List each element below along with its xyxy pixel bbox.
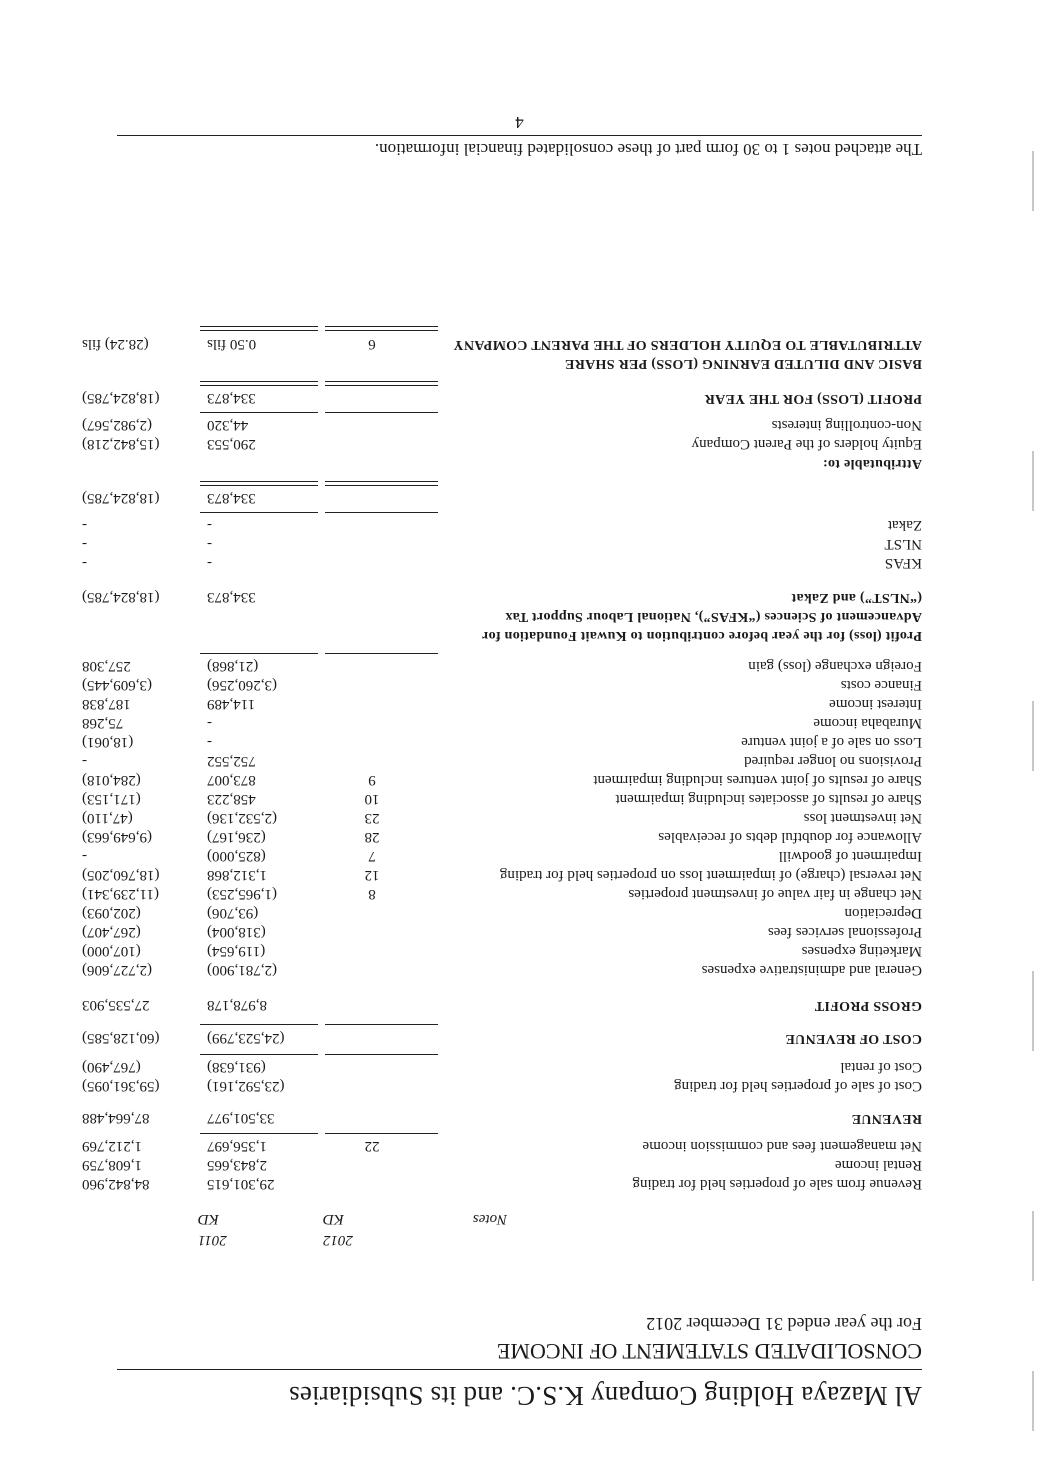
value-2011: (767,490) (82, 1059, 141, 1075)
value-2012: 290,553 (207, 436, 256, 452)
table-row (82, 654, 922, 674)
table-row (82, 1026, 922, 1046)
row-label: Equity holders of the Parent Company (691, 436, 922, 452)
value-2011: 1,212,769 (82, 1138, 142, 1154)
scan-edge-mark (1032, 1371, 1034, 1431)
row-note: 8 (368, 886, 376, 902)
table-row (82, 844, 922, 864)
eps-line1: BASIC AND DILUTED EARNING (LOSS) PER SHARE (564, 356, 922, 371)
scan-edge-mark (1032, 1211, 1034, 1281)
subtotal-rule (325, 412, 438, 413)
value-2012: 29,301,615 (207, 1176, 275, 1192)
subtotal-rule (200, 412, 318, 413)
value-2012: (236,167) (207, 829, 266, 845)
row-label: Interest income (829, 696, 922, 712)
row-label: Foreign exchange (loss) gain (748, 658, 922, 674)
table-row (82, 863, 922, 883)
value-2012: 334,873 (207, 390, 256, 406)
value-2011: (284,018) (82, 772, 141, 788)
subtotal-rule (200, 653, 318, 654)
table-row (82, 413, 922, 433)
table-row (82, 787, 922, 807)
table-row (82, 692, 922, 712)
value-2011: (2,727,606) (82, 962, 152, 978)
table-row (82, 1153, 922, 1173)
value-2012: 0.50 fils (207, 336, 257, 352)
row-label: COST OF REVENUE (785, 1031, 922, 1046)
value-2011: 257,308 (82, 658, 131, 674)
value-2012: (24,523,799) (207, 1030, 285, 1046)
row-label: Allowance for doubtful debts of receivables (658, 829, 922, 845)
row-note: 28 (364, 829, 380, 845)
value-2011: (60,128,585) (82, 1030, 160, 1046)
value-2011: (18,760,205) (82, 867, 160, 883)
value-2012: (1,965,253) (207, 886, 277, 902)
scan-edge-mark (1032, 151, 1034, 211)
value-2011: (3,609,445) (82, 677, 152, 693)
double-rule (325, 481, 438, 486)
table-row (82, 486, 922, 506)
value-2012: (119,654) (207, 943, 266, 959)
value-2011: 75,268 (82, 715, 124, 731)
table-row (82, 386, 922, 406)
value-2012: (931,638) (207, 1059, 266, 1075)
table-row (117, 451, 922, 471)
row-label: Net reversal (charge) of impairment loss on properties held for trading (499, 867, 922, 883)
row-note: 22 (364, 1138, 380, 1154)
row-label: Provisions no longer required (744, 753, 922, 769)
table-row (82, 806, 922, 826)
footer-divider (117, 135, 922, 136)
value-2012: - (207, 536, 212, 552)
value-2012: (21,868) (207, 658, 259, 674)
table-row (82, 958, 922, 978)
double-rule (325, 326, 438, 331)
value-2012: 2,843,665 (207, 1157, 267, 1173)
table-row (82, 532, 922, 552)
value-2012: - (207, 734, 212, 750)
value-2011: (18,824,785) (82, 589, 160, 605)
company-name: Al Mazaya Holding Company K.S.C. and its Subsidiaries (288, 1381, 922, 1411)
table-row (82, 882, 922, 902)
value-2012: 752,552 (207, 753, 256, 769)
value-2011: (11,239,341) (82, 886, 159, 902)
table-row (82, 711, 922, 731)
row-label: Net investment loss (803, 810, 922, 826)
subtotal-rule (200, 512, 318, 513)
value-2011: - (82, 517, 87, 533)
value-2012: 334,873 (207, 490, 256, 506)
subtotal-rule (325, 1133, 438, 1134)
value-2011: - (82, 848, 87, 864)
table-row (82, 920, 922, 940)
subtotal-rule (200, 1024, 318, 1025)
table-row (82, 939, 922, 959)
value-2012: (2,781,900) (207, 962, 277, 978)
value-2011: 87,664,488 (82, 1110, 150, 1126)
value-2011: (9,649,663) (82, 829, 152, 845)
value-2012: (23,592,161) (207, 1078, 285, 1094)
table-row (82, 730, 922, 750)
table-row (82, 1074, 922, 1094)
statement-title: CONSOLIDATED STATEMENT OF INCOME (496, 1339, 922, 1364)
value-2012: 33,501,977 (207, 1110, 275, 1126)
column-unit-2012: KD (323, 1211, 344, 1227)
row-label: Marketing expenses (801, 943, 922, 959)
column-year-2011: 2011 (198, 1232, 227, 1248)
profit-before-line3: (“NLST”) and Zakat (791, 590, 922, 605)
row-label: Cost of sale of properties held for trading (674, 1078, 922, 1094)
value-2012: (318,004) (207, 924, 266, 940)
value-2012: 334,873 (207, 589, 256, 605)
value-2011: (107,000) (82, 943, 141, 959)
value-2012: 114,489 (207, 696, 256, 712)
table-row (82, 993, 922, 1013)
value-2011: (171,153) (82, 791, 141, 807)
value-2011: (15,842,218) (82, 436, 160, 452)
table-row (82, 673, 922, 693)
value-2012: - (207, 555, 212, 571)
scan-edge-mark (1032, 701, 1034, 771)
value-2012: - (207, 517, 212, 533)
value-2012: 1,356,697 (207, 1138, 267, 1154)
value-2011: (18,824,785) (82, 390, 160, 406)
profit-before-contribution (82, 583, 922, 643)
subtotal-rule (325, 1054, 438, 1055)
value-2012: - (207, 715, 212, 731)
value-2012: 873,007 (207, 772, 256, 788)
table-row (82, 513, 922, 533)
table-row (82, 768, 922, 788)
row-label: KFAS (884, 555, 922, 571)
value-2011: - (82, 555, 87, 571)
double-rule (200, 481, 318, 486)
column-year-2012: 2012 (323, 1232, 353, 1248)
row-label: Share of results of associates including impairment (615, 791, 922, 807)
table-row (82, 432, 922, 452)
value-2012: (93,706) (207, 905, 259, 921)
double-rule (200, 381, 318, 386)
table-row (82, 749, 922, 769)
earnings-per-share (82, 331, 922, 371)
scan-edge-mark (1032, 971, 1034, 1051)
row-label: Loss on sale of a joint venture (741, 734, 922, 750)
row-label: Impairment of goodwill (778, 848, 922, 864)
row-label: REVENUE (851, 1111, 922, 1126)
footer-note: The attached notes 1 to 30 form part of these consolidated financial information. (374, 140, 922, 159)
value-2012: (3,260,256) (207, 677, 277, 693)
table-row (82, 901, 922, 921)
scan-edge-mark (1032, 451, 1034, 511)
header-divider (117, 1369, 922, 1370)
value-2011: 1,608,759 (82, 1157, 142, 1173)
row-label: Net management fees and commission income (642, 1138, 922, 1154)
profit-before-line2: Advancement of Sciences (“KFAS”), National Labour Support Tax (505, 609, 922, 624)
value-2011: 187,838 (82, 696, 131, 712)
value-2011: (202,093) (82, 905, 141, 921)
table-row (82, 825, 922, 845)
row-label: Net change in fair value of investment properties (628, 886, 922, 902)
row-label: Revenue from sale of properties held for trading (632, 1176, 922, 1192)
value-2011: - (82, 753, 87, 769)
value-2011: (18,061) (82, 734, 134, 750)
value-2011: (18,824,785) (82, 490, 160, 506)
row-note: 12 (364, 867, 380, 883)
row-label: Depreciation (844, 905, 922, 921)
double-rule (325, 381, 438, 386)
row-note: 6 (368, 336, 376, 352)
table-row (82, 1134, 922, 1154)
subtotal-rule (325, 512, 438, 513)
row-label: GROSS PROFIT (814, 998, 922, 1013)
subtotal-rule (325, 653, 438, 654)
row-note: 10 (364, 791, 380, 807)
row-label: NLST (884, 536, 922, 552)
value-2011: 84,842,960 (82, 1176, 150, 1192)
subtotal-rule (325, 1024, 438, 1025)
table-row (82, 1055, 922, 1075)
row-label: Non-controlling interests (771, 417, 922, 433)
profit-before-line1: Profit (loss) for the year before contribution to Kuwait Foundation for (481, 628, 922, 643)
row-label: Finance costs (840, 677, 922, 693)
subtotal-rule (200, 1133, 318, 1134)
row-label: General and administrative expenses (701, 962, 922, 978)
row-note: 7 (368, 848, 376, 864)
row-label: Share of results of joint ventures including impairment (593, 772, 922, 788)
value-2011: (59,361,095) (82, 1078, 160, 1094)
table-row (82, 551, 922, 571)
value-2011: - (82, 536, 87, 552)
value-2011: (2,982,567) (82, 417, 152, 433)
row-label: Professional services fees (767, 924, 922, 940)
row-label: PROFIT (LOSS) FOR THE YEAR (704, 391, 922, 406)
value-2012: (825,000) (207, 848, 266, 864)
table-row (82, 1106, 922, 1126)
row-note: 9 (368, 772, 376, 788)
row-note: 23 (364, 810, 380, 826)
double-rule (200, 326, 318, 331)
value-2012: 1,312,868 (207, 867, 267, 883)
value-2012: 44,320 (207, 417, 249, 433)
value-2012: 8,978,178 (207, 997, 267, 1013)
row-label: Rental income (834, 1157, 922, 1173)
eps-line2: ATTRIBUTABLE TO EQUITY HOLDERS OF THE PARENT COMPANY (453, 337, 922, 352)
row-label: Zakat (887, 517, 922, 533)
table-row (82, 1172, 922, 1192)
value-2012: 458,223 (207, 791, 256, 807)
value-2011: (267,407) (82, 924, 141, 940)
subtotal-rule (200, 1054, 318, 1055)
value-2011: (28.24) fils (82, 336, 149, 352)
row-label: Cost of rental (840, 1059, 922, 1075)
column-unit-2011: KD (198, 1211, 219, 1227)
statement-period: For the year ended 31 December 2012 (646, 1314, 922, 1334)
column-notes: Notes (472, 1211, 508, 1227)
attributable-heading: Attributable to: (822, 456, 922, 471)
value-2011: 27,535,903 (82, 997, 150, 1013)
value-2012: (2,532,136) (207, 810, 277, 826)
page-number: 4 (515, 113, 524, 132)
value-2011: (47,110) (82, 810, 133, 826)
row-label: Murabaha income (813, 715, 922, 731)
